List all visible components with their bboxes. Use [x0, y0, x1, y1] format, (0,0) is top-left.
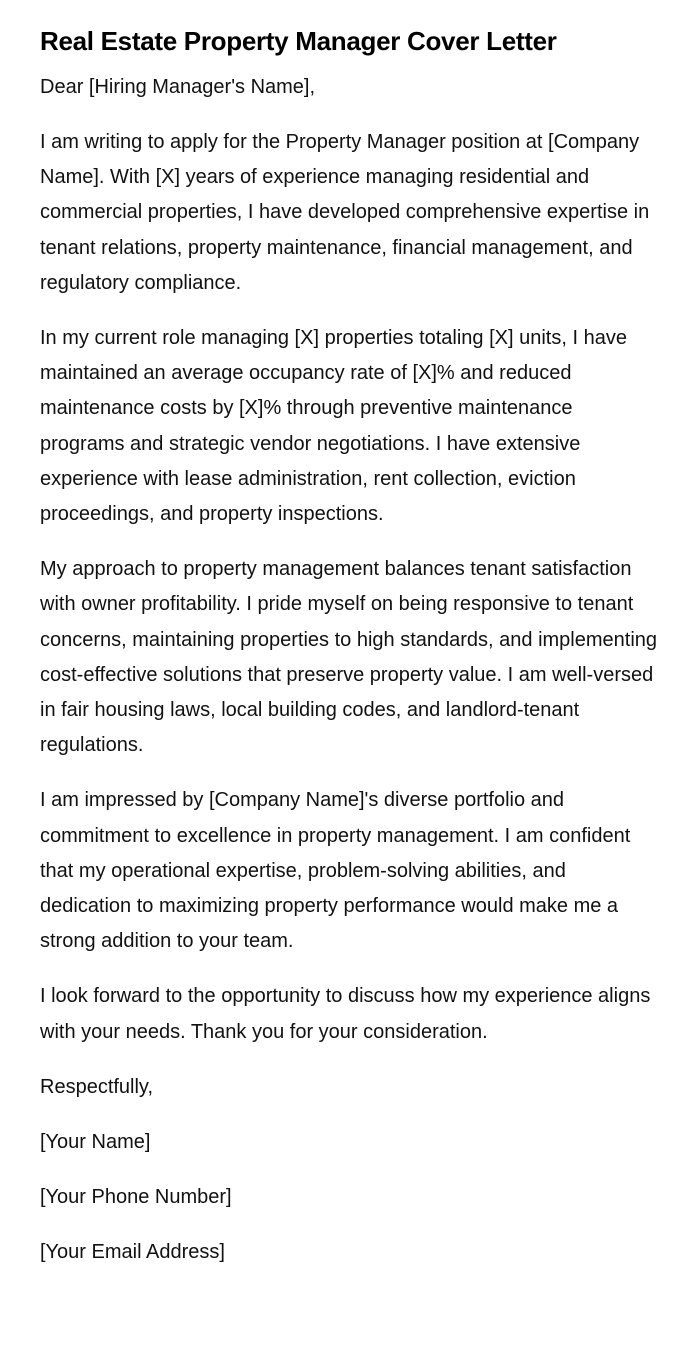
signature-email: [Your Email Address]	[40, 1240, 225, 1263]
body-paragraph-intro: I am writing to apply for the Property Manager position at [Company Name]. With [X] years of experience managing residential and commercial properties, I have developed comprehensive expertise in tenant relations, property maintenance, financial management, and regulatory compliance.	[40, 131, 650, 294]
closing-phrase: Respectfully,	[40, 1075, 154, 1098]
body-paragraph-approach: My approach to property management balances tenant satisfaction with owner profitability. I pride myself on being responsive to tenant concerns, maintaining properties to high standards, and implementing cost-effective solutions that preserve property value. I am well-versed in fair housing laws, local building codes, and landlord-tenant regulations.	[40, 558, 658, 757]
signature-name: [Your Name]	[40, 1130, 151, 1153]
signature-phone: [Your Phone Number]	[40, 1185, 232, 1208]
body-paragraph-company: I am impressed by [Company Name]'s diverse portfolio and commitment to excellence in property management. I am confident that my operational expertise, problem-solving abilities, and dedication to maximizing property performance would make me a strong addition to your team.	[40, 789, 631, 953]
letter-title: Real Estate Property Manager Cover Letter	[40, 26, 557, 56]
salutation: Dear [Hiring Manager's Name],	[40, 76, 316, 98]
body-paragraph-closing: I look forward to the opportunity to discuss how my experience aligns with your needs. Thank you for your consideration.	[40, 985, 651, 1043]
body-paragraph-experience: In my current role managing [X] properties totaling [X] units, I have maintained an average occupancy rate of [X]% and reduced maintenance costs by [X]% through preventive maintenance programs and strategic vendor negotiations. I have extensive experience with lease administration, rent collection, eviction proceedings, and property inspections.	[40, 327, 627, 526]
